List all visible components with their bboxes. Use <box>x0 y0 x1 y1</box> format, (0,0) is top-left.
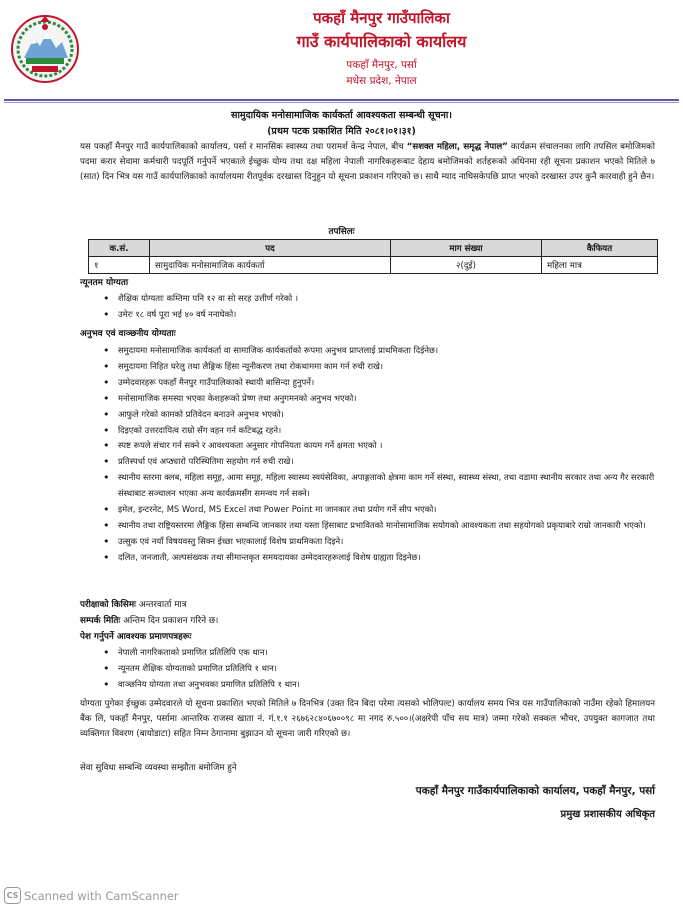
watermark-text: Scanned with CamScanner <box>24 888 179 903</box>
table-header-row <box>89 240 658 257</box>
col-serial: क.सं. <box>89 240 150 257</box>
intro-paragraph: यस पकहाँ मैनपुर गाउँ कार्यपालिकाको कार्यालय, पर्सा र मानसिक स्वास्थ्य तथा परामर्श केन्द्र नेपाल, बीच “सशक्त महिला, समृद्ध नेपाल” कार्यक्रम संचालनका लागि तपसिल बमोजिमको पदमा करार सेवामा कर्मचारी पदपूर्ति गर्नुपर्ने भएकाले ईच्छुक योग्य तथा दक्ष महिला नेपाली नागरिकहरूबाट देहाय बमोजिमको शर्तहरूको अधिनमा रही सूचना प्रकाशन भएको मितिले ७ (सात) दिन भित्र यस गाउँ कार्यपालिकाको कार्यालयमा रीतपूर्वक दरखास्त दिनुहुन यो सूचना प्रकाशन गरिएको छ। साथै म्याद नाघिसकेपछि प्राप्त भएको दरखास्त उपर कुनै कारवाही हुने छैन। <box>80 142 655 182</box>
list-item: • न्यूनतम शैक्षिक योग्यताको प्रमाणित प्रतिलिपि १ थान। <box>100 661 655 677</box>
cell-remarks: महिला मात्र <box>542 257 658 274</box>
service-note: सेवा सुविधा सम्बन्धि व्यवस्था सम्झौता बमोजिम हुने <box>80 763 237 773</box>
signature-office: पकहाँ मैनपुर गाउँकार्यपालिकाको कार्यालय, पकहाँ मैनपुर, पर्सा <box>415 785 655 797</box>
list-item: • मनोसामाजिक समस्या भएका केशहरूको प्रेष्ण तथा अनुगमनको अनुभव भएको। <box>100 391 655 407</box>
list-item: • प्रतिस्पर्धा एवं अप्ठ्यारो परिस्थितिमा सहयोग गर्न रुची राखे। <box>100 454 655 470</box>
list-item: • स्थानीय तथा राष्ट्रियस्तरमा लैङ्गिक हिंसा सम्बन्धि जानकार तथा यस्ता हिंसाबाट प्रभावितको मानोसामाजिक सयोगको आवश्यकता तथा सहयोगको प्रकृयाबारे राम्रो जानकारी भएको। <box>100 518 655 534</box>
list-item: • इमेल, इन्टरनेट, MS Word, MS Excel तथा Power Point मा जानकार तथा प्रयोग गर्ने सीप भएको। <box>100 502 655 518</box>
cell-post: सामुदायिक मनोसामाजिक कार्यकर्ता <box>150 257 391 274</box>
list-item: • स्थानीय स्तरमा क्लब, महिला समूह, आमा समूह, महिला स्वास्थ्य स्वयंसेविका, अपाङ्गताको क्षेत्रमा काम गर्ने संस्था, स्वास्थ्य संस्था, तथा वडामा स्थानीय सरकार तथा अन्य गैर सरकारी संस्थाबाट सञ्चालन भएका अन्य कार्यक्रमसँग समन्वय गर्न सक्ने। <box>100 470 655 502</box>
list-item: • समुदायमा मनोसामाजिक कार्यकर्ता वा सामाजिक कार्यकर्ताको रूपमा अनुभव प्राप्तलाई प्राथमिकता दिईनेछ। <box>100 343 655 359</box>
notice-subtitle: (प्रथम पटक प्रकाशित मिति २०८१।०१।३१) <box>267 126 416 137</box>
signature-officer: प्रमुख प्रशासकीय अधिकृत <box>560 809 655 820</box>
cell-demand: २(दुई) <box>391 257 542 274</box>
col-post: पद <box>150 240 391 257</box>
experience-heading: अनुभव एवं वाञ्छनीय योग्यताः <box>80 329 176 339</box>
closing-paragraph: योग्यता पुगेका ईच्छुक उम्मेदवारले यो सूचना प्रकाशित भएको मितिले ७ दिनभित्र (उक्त दिन बिदा परेमा त्यसको भोलिपल्ट) कार्यालय समय भित्र यस गाउँपालिकाको नाउँमा रहेको हिमालयन बैंक लि, पकहाँ मैनपुर, पर्सामा आन्तरिक राजस्व खाता नं. गं.१.१ २६७६२८४०६७००९८ मा नगद रु.५००।(अक्षरेपी पाँच सय मात्र) जम्मा गरेको सक्कल भौचर, उपयुक्त कागजात तथा व्यक्तिगत विवरण (बायोडाटा) सहित निम्न ठेगानामा बुझाउन यो सूचना जारी गरिएको छ। <box>80 699 655 739</box>
list-item: • आफुले गरेको कामको प्रतिवेदन बनाउने अनुभव भएको। <box>100 407 655 423</box>
experience-list <box>100 343 655 566</box>
list-item: • वाञ्छनिय योग्यता तथा अनुभवका प्रमाणित प्रतिलिपि १ थान। <box>100 677 655 693</box>
camscanner-logo-icon: CS <box>4 887 21 904</box>
program-name: “सशक्त महिला, समृद्ध नेपाल” <box>406 142 508 152</box>
list-item: • उम्मेदवारहरू पकहाँ मैनपुर गाउँपालिकाको स्थायी बासिन्दा हुनुपर्ने। <box>100 375 655 391</box>
notice-title: सामुदायिक मनोसामाजिक कार्यकर्ता आवश्यकता सम्बन्धी सूचना। <box>231 110 452 121</box>
min-qual-list <box>100 291 660 323</box>
list-item: • उमेरः १८ वर्ष पूरा भई ४० वर्ष ननाघेको। <box>100 307 660 323</box>
col-remarks: कैफियत <box>542 240 658 257</box>
header-divider <box>4 99 679 101</box>
documents-list <box>100 645 655 693</box>
table-row <box>89 257 658 274</box>
camscanner-watermark <box>4 887 179 904</box>
list-item: • उत्सुक एवं नयाँ विषयवस्तु सिक्न ईच्छा भएकालाई विशेष प्राथमिकता दिइने। <box>100 534 655 550</box>
list-item: • नेपाली नागरिकताको प्रमाणित प्रतिलिपि एक थान। <box>100 645 655 661</box>
municipality-name: पकहाँ मैनपुर गाउँपालिका <box>313 9 450 27</box>
min-qual-heading: न्यूनतम योग्यता <box>80 278 129 288</box>
vacancy-table <box>88 239 658 274</box>
documents-heading: पेश गर्नुपर्ने आवश्यक प्रमाणपत्रहरूः <box>80 632 192 642</box>
office-name: गाउँ कार्यपालिकाको कार्यालय <box>296 32 467 51</box>
list-item: • दलित, जनजाती, अल्पसंख्यक तथा सीमान्तकृत समयदायका उम्मेदवारहरूलाई विशेष ग्राह्यता दिइनेछ। <box>100 550 655 566</box>
province-name: मधेस प्रदेश, नेपाल <box>346 75 417 87</box>
cell-serial: १ <box>89 257 150 274</box>
table-caption: तपसिलः <box>328 227 355 237</box>
office-address: पकहाँ मैनपुर, पर्सा <box>346 59 417 71</box>
list-item: • समुदायमा निहित घरेलु तथा लैङ्गिक हिंसा न्यूनीकरण तथा रोकथाममा काम गर्न रुची राखे। <box>100 359 655 375</box>
list-item: • शैक्षिक योग्यताः कम्तिमा पनि १२ वा सो सरह उत्तीर्ण गरेको । <box>100 291 660 307</box>
contact-date: सम्पर्क मितिः अन्तिम दिन प्रकाशन गरिने छ। <box>80 616 219 626</box>
exam-type: परीक्षाको किसिमः अन्तरवार्ता मात्र <box>80 600 187 610</box>
list-item: • स्पष्ट रूपले संचार गर्न सक्ने र आवश्यकता अनुसार गोपनियता कायम गर्ने क्षमता भएको । <box>100 438 655 454</box>
col-demand: माग संख्या <box>391 240 542 257</box>
header-divider-thin <box>4 102 679 103</box>
list-item: • दिइएको उत्तरदायित्व राम्रो सँग वहन गर्न कटिबद्ध रहने। <box>100 423 655 439</box>
